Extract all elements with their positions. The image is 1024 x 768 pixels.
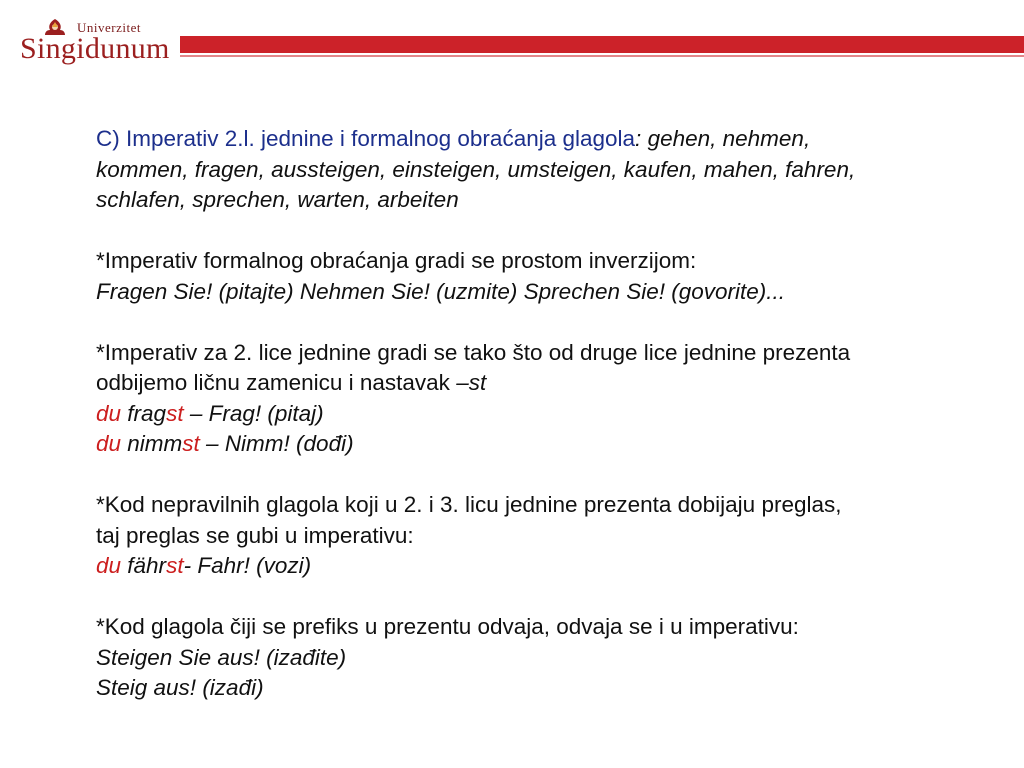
example-result: - Fahr! (vozi): [183, 553, 312, 578]
rule-formal-title: *Imperativ formalnog obraćanja gradi se prostom inverzijom:: [96, 248, 697, 273]
example-du-pronoun: du: [96, 431, 122, 456]
rule-prefix-paragraph: [96, 612, 996, 704]
rule-irregular-line-1: *Kod nepravilnih glagola koji u 2. i 3. licu jednine prezenta dobijaju preglas,: [96, 492, 842, 517]
spacer: [96, 216, 996, 247]
example-ending: st: [166, 553, 184, 578]
rule-du-line-2: odbijemo ličnu zamenicu i nastavak: [96, 370, 457, 395]
example-ending: st: [182, 431, 200, 456]
verbs-line-2: kommen, fragen, aussteigen, einsteigen, umsteigen, kaufen, mahen, fahren,: [96, 156, 856, 182]
rule-formal-paragraph: [96, 246, 996, 307]
spacer: [96, 582, 996, 613]
example-ending: st: [166, 400, 184, 426]
rule-du-line-1: *Imperativ za 2. lice jednine gradi se tako što od druge lice jednine prezenta: [96, 339, 851, 365]
rule-prefix-title: *Kod glagola čiji se prefiks u prezentu odvaja, odvaja se i u imperativu:: [96, 614, 799, 639]
section-c-heading: C) Imperativ 2.l. jednine i formalnog obraćanja glagola: [96, 126, 636, 151]
logo-name: Singidunum: [20, 32, 170, 65]
rule-irregular-line-2: taj preglas se gubi u imperativu:: [96, 522, 414, 548]
slide-content: [96, 124, 996, 704]
example-du-pronoun: du: [96, 553, 122, 578]
example-result: – Nimm! (dođi): [199, 431, 354, 456]
example-du-pronoun: du: [96, 400, 122, 426]
spacer: [96, 307, 996, 338]
section-c-colon: :: [635, 126, 642, 151]
verbs-line-3: schlafen, sprechen, warten, arbeiten: [96, 187, 459, 212]
rule-formal-example: Fragen Sie! (pitajte) Nehmen Sie! (uzmite) Sprechen Sie! (govorite)...: [96, 278, 786, 304]
rule-prefix-example-1: Steigen Sie aus! (izađite): [96, 644, 347, 670]
section-c-paragraph: [96, 124, 996, 216]
example-stem: nimm: [121, 431, 183, 456]
example-stem: fähr: [121, 553, 167, 578]
rule-irregular-paragraph: [96, 490, 996, 582]
header-bar-underline: [180, 55, 1024, 57]
example-result: – Frag! (pitaj): [183, 400, 324, 426]
header-bar: [180, 36, 1024, 53]
rule-prefix-example-2: Steig aus! (izađi): [96, 675, 264, 700]
spacer: [96, 460, 996, 491]
rule-du-suffix: –st: [456, 370, 487, 395]
example-stem: frag: [121, 400, 167, 426]
rule-du-paragraph: [96, 338, 996, 460]
university-logo: [18, 8, 168, 66]
verbs-line-1: gehen, nehmen,: [641, 126, 811, 151]
logo-university-word: Univerzitet: [77, 20, 141, 35]
